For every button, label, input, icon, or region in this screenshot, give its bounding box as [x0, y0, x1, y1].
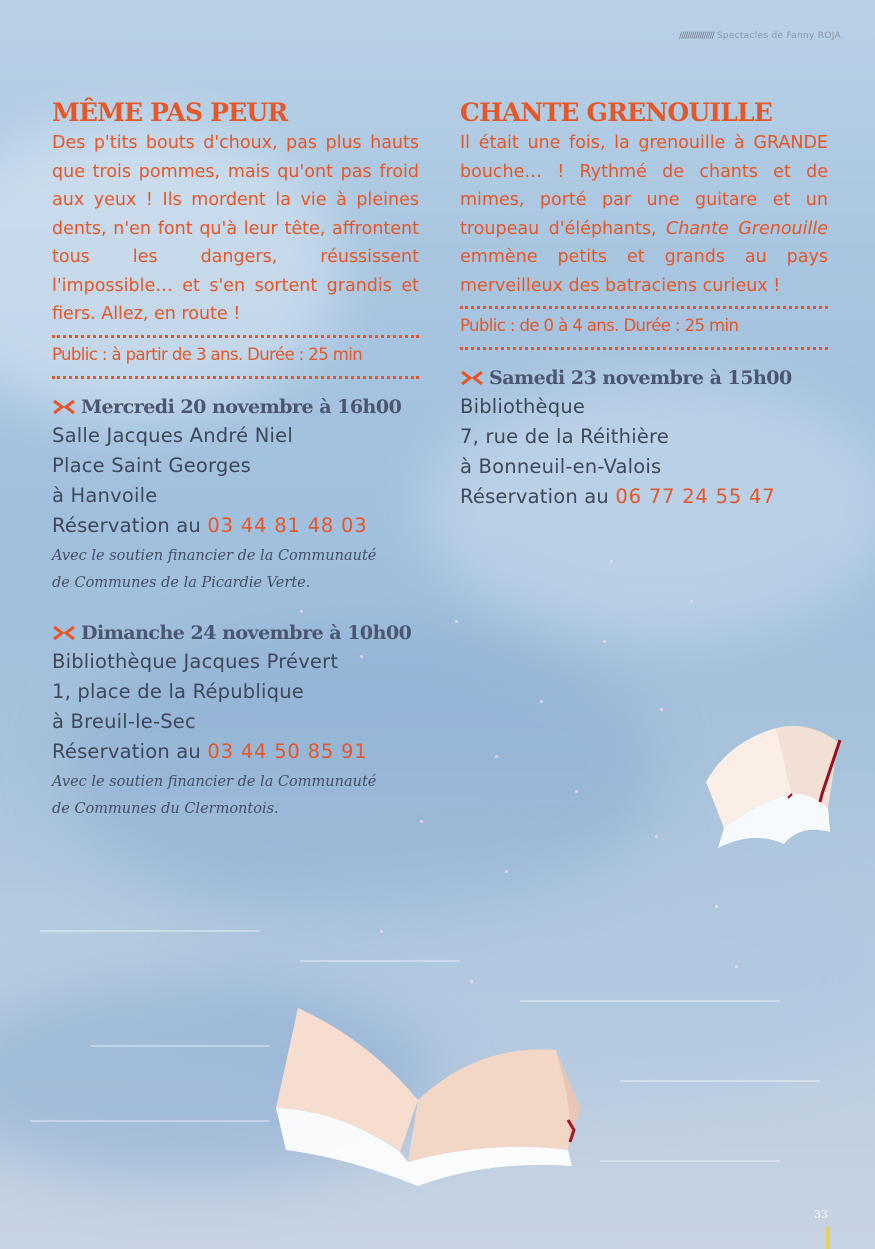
funding-credit	[52, 769, 419, 823]
audience-duration: Public : à partir de 3 ans. Durée : 25 min	[52, 344, 363, 364]
page-number: 33	[814, 1208, 828, 1221]
session-date	[52, 619, 419, 647]
reservation-phone[interactable]: 03 44 81 48 03	[207, 513, 368, 537]
session-item	[52, 393, 419, 597]
show-description	[460, 129, 828, 300]
session-item	[460, 364, 828, 512]
reservation-label: Réservation au	[460, 485, 609, 508]
session-date	[52, 393, 419, 421]
page-edge-marker	[826, 1227, 830, 1249]
venue-town: à Breuil-le-Sec	[52, 709, 196, 733]
dotted-divider	[460, 306, 828, 309]
flying-book-right-illustration	[688, 712, 850, 862]
session-date-text: Mercredi 20 novembre à 16h00	[81, 395, 402, 418]
funding-credit-line: Avec le soutien financier de la Communauté	[52, 547, 377, 564]
reservation-line	[460, 482, 828, 512]
audience-duration: Public : de 0 à 4 ans. Durée : 25 min	[460, 316, 739, 335]
show-title: CHANTE GRENOUILLE	[460, 98, 773, 127]
show-chante-grenouille	[460, 98, 828, 512]
reservation-line	[52, 511, 419, 541]
description-part: Il était une fois, la grenouille à GRANDE bouche… ! Rythmé de chants et de mimes, porté par une guitare et un troupeau d'éléphants,	[460, 133, 828, 239]
reservation-phone[interactable]: 06 77 24 55 47	[615, 485, 776, 508]
venue-town: à Hanvoile	[52, 483, 158, 507]
funding-credit-line: de Communes du Clermontois.	[52, 800, 279, 817]
scissors-icon	[52, 399, 76, 415]
venue-street: 1, place de la République	[52, 679, 304, 703]
session-date-text: Samedi 23 novembre à 15h00	[489, 367, 792, 389]
description-part: emmène petits et grands au pays merveilleux des batraciens curieux !	[460, 247, 828, 296]
funding-credit-line: de Communes de la Picardie Verte.	[52, 574, 311, 591]
venue-name: Bibliothèque	[460, 395, 586, 418]
venue-street: Place Saint Georges	[52, 453, 252, 477]
session-date	[460, 364, 828, 392]
scissors-icon	[460, 370, 484, 386]
header-marks: /////////////////	[679, 31, 714, 41]
dotted-divider	[52, 335, 419, 338]
venue-town: à Bonneuil-en-Valois	[460, 455, 662, 478]
session-date-text: Dimanche 24 novembre à 10h00	[81, 621, 412, 644]
running-header	[679, 31, 841, 41]
description-italic-title: Chante Grenouille	[666, 218, 828, 239]
reservation-phone[interactable]: 03 44 50 85 91	[207, 739, 368, 763]
venue-name: Bibliothèque Jacques Prévert	[52, 649, 339, 673]
funding-credit	[52, 543, 419, 597]
reservation-line	[52, 737, 419, 767]
venue-street: 7, rue de la Réithière	[460, 425, 670, 448]
header-text: Spectacles de Fanny ROJA	[716, 31, 841, 41]
venue-name: Salle Jacques André Niel	[52, 423, 293, 447]
funding-credit-line: Avec le soutien financier de la Communauté	[52, 773, 377, 790]
show-meme-pas-peur	[52, 98, 419, 823]
session-item	[52, 619, 419, 823]
reservation-label: Réservation au	[52, 513, 201, 537]
reservation-label: Réservation au	[52, 739, 201, 763]
scissors-icon	[52, 625, 76, 641]
flying-book-left-illustration	[268, 990, 594, 1200]
dotted-divider	[52, 376, 419, 379]
show-description: Des p'tits bouts d'choux, pas plus hauts que trois pommes, mais qu'ont pas froid aux yeux ! Ils mordent la vie à pleines dents, n'en font qu'à leur tête, affrontent tous les dangers, réussissent l'impossible… et s'en sortent grandis et fiers. Allez, en route !	[52, 133, 419, 324]
dotted-divider	[460, 347, 828, 350]
show-title: MÊME PAS PEUR	[52, 98, 288, 127]
